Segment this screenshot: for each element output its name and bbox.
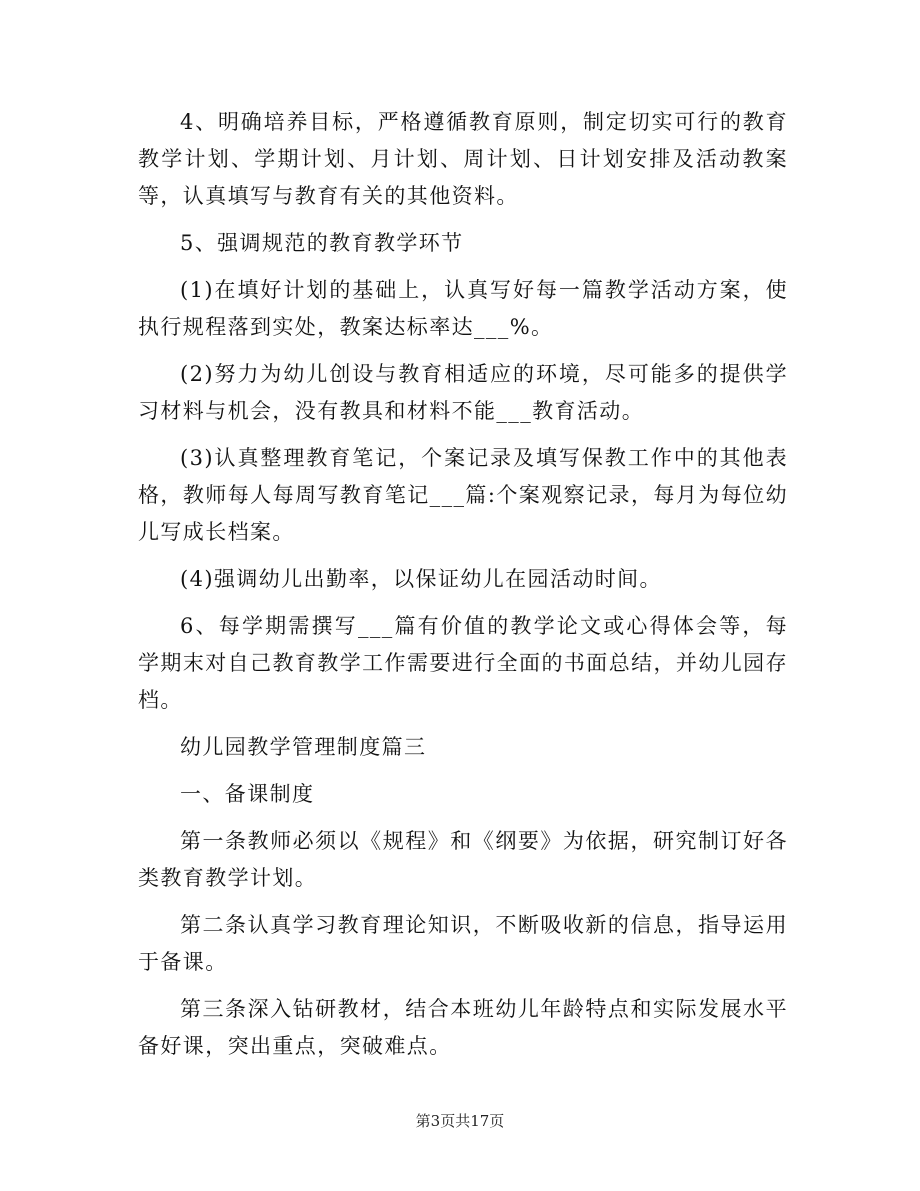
document-body	[138, 104, 788, 1075]
paragraph-lesson-plans: (1)在填好计划的基础上，认真写好每一篇教学活动方案，使执行规程落到实处，教案达标率达___%。	[138, 278, 788, 339]
paragraph-teaching-steps-heading: 5、强调规范的教育教学环节	[180, 231, 464, 255]
section-title: 幼儿园教学管理制度篇三	[180, 735, 427, 759]
paragraph-papers-summary: 6、每学期需撰写___篇有价值的教学论文或心得体会等，每学期末对自己教育教学工作需要进行全面的书面总结，并幼儿园存档。	[138, 614, 788, 712]
article-one: 第一条教师必须以《规程》和《纲要》为依据，研究制订好各类教育教学计划。	[138, 829, 788, 890]
article-three: 第三条深入钻研教材，结合本班幼儿年龄特点和实际发展水平备好课，突出重点，突破难点。	[138, 997, 788, 1058]
subsection-heading: 一、备课制度	[180, 782, 315, 806]
paragraph-goal-planning: 4、明确培养目标，严格遵循教育原则，制定切实可行的教育教学计划、学期计划、月计划、周计划、日计划安排及活动教案等，认真填写与教育有关的其他资料。	[138, 110, 788, 208]
page-number: 第3页共17页	[415, 1112, 505, 1130]
article-two: 第二条认真学习教育理论知识，不断吸收新的信息，指导运用于备课。	[138, 913, 788, 974]
paragraph-teaching-notes: (3)认真整理教育笔记，个案记录及填写保教工作中的其他表格，教师每人每周写教育笔记___篇:个案观察记录，每月为每位幼儿写成长档案。	[138, 446, 788, 544]
paragraph-environment: (2)努力为幼儿创设与教育相适应的环境，尽可能多的提供学习材料与机会，没有教具和材料不能___教育活动。	[138, 362, 788, 423]
paragraph-attendance: (4)强调幼儿出勤率，以保证幼儿在园活动时间。	[180, 567, 662, 591]
